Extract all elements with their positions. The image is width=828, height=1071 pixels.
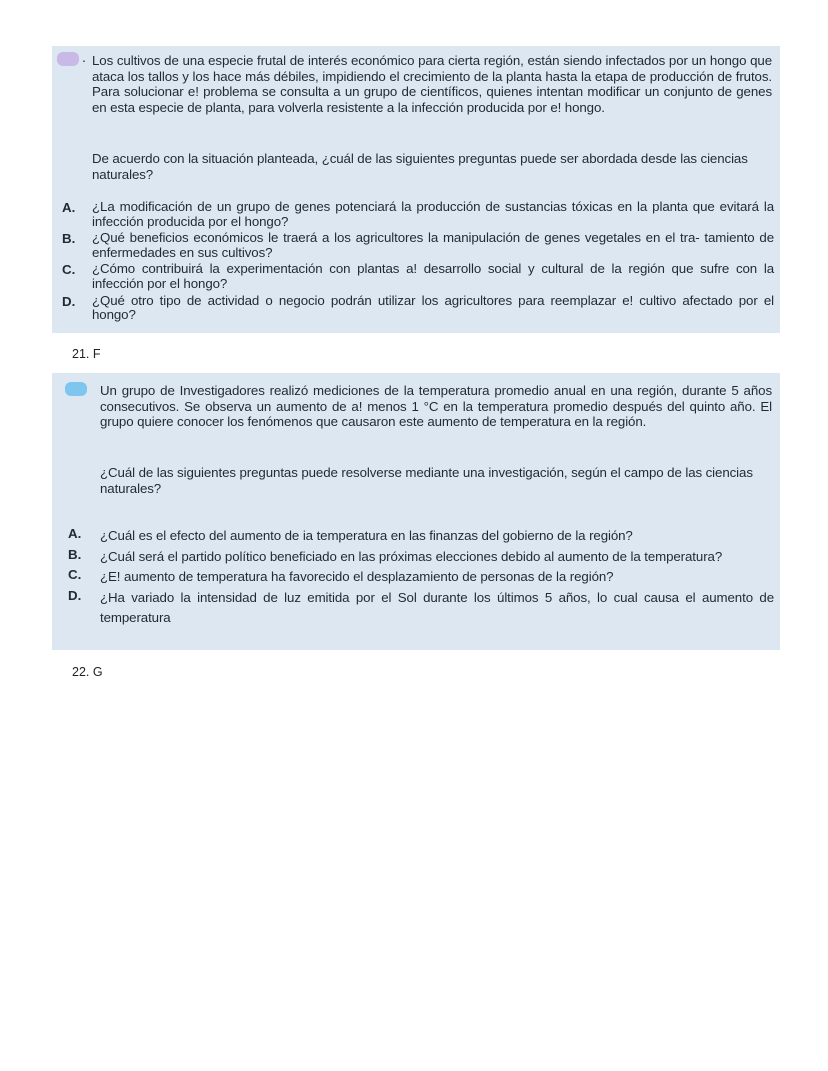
question-context: Los cultivos de una especie frutal de interés económico para cierta región, están siendo infectados por un hongo que ataca los tallos y los hace más débiles, impidiendo el crecimiento de la planta hasta la etapa de producción de frutos. Para solucionar e! problema se consulta a un grupo de científicos, quienes intentan modificar un conjunto de genes en esta especie de planta, para volverla resistente a la infección producida por e! hongo. bbox=[92, 53, 772, 115]
option-c[interactable] bbox=[68, 567, 774, 588]
option-letter: B. bbox=[68, 546, 82, 562]
option-text: ¿Cómo contribuirá la experimentación con plantas a! desarrollo social y cultural de la región que sufre con la infección por el hongo? bbox=[92, 261, 774, 291]
option-text: ¿Qué otro tipo de actividad o negocio podrán utilizar los agricultores para reemplazar e! cultivo afectado por el hongo? bbox=[92, 292, 774, 323]
option-text: ¿La modificación de un grupo de genes potenciará la producción de sustancias tóxicas en la planta que evitará la infección producida por el hongo? bbox=[92, 199, 774, 229]
option-text: ¿E! aumento de temperatura ha favorecido el desplazamiento de personas de la región? bbox=[100, 569, 614, 584]
question-block-1 bbox=[52, 46, 780, 333]
question-block-2 bbox=[52, 373, 780, 650]
highlight-marker bbox=[57, 52, 79, 66]
question-prompt: ¿Cuál de las siguientes preguntas puede resolverse mediante una investigación, según el campo de las ciencias naturales? bbox=[100, 465, 753, 496]
option-letter: B. bbox=[62, 231, 76, 247]
option-d[interactable] bbox=[62, 294, 774, 323]
option-letter: C. bbox=[62, 262, 76, 278]
option-letter: D. bbox=[68, 587, 82, 603]
question-prompt: De acuerdo con la situación planteada, ¿cuál de las siguientes preguntas puede ser abordada desde las ciencias naturales? bbox=[92, 151, 748, 182]
option-a[interactable] bbox=[62, 200, 774, 229]
option-c[interactable] bbox=[62, 262, 774, 291]
option-text: ¿Ha variado la intensidad de luz emitida por el Sol durante los últimos 5 años, lo cual causa el aumento de temperatura bbox=[100, 589, 774, 625]
option-text: ¿Cuál será el partido político beneficiado en las próximas elecciones debido al aumento de la temperatura? bbox=[100, 548, 723, 564]
highlight-marker bbox=[65, 382, 87, 396]
option-letter: A. bbox=[62, 200, 76, 215]
option-b[interactable] bbox=[62, 231, 774, 260]
answer-options bbox=[62, 200, 774, 325]
option-letter: C. bbox=[68, 567, 82, 582]
option-text: ¿Cuál es el efecto del aumento de ia temperatura en las finanzas del gobierno de la región? bbox=[100, 528, 633, 543]
option-b[interactable] bbox=[68, 547, 774, 568]
question-number-marker: . bbox=[82, 49, 86, 65]
option-text: ¿Qué beneficios económicos le traerá a los agricultores la manipulación de genes vegetales en el tra- tamiento de enfermedades en sus cultivos? bbox=[92, 230, 774, 260]
option-letter: D. bbox=[62, 293, 76, 309]
option-d[interactable] bbox=[68, 588, 774, 629]
answer-options bbox=[68, 526, 774, 629]
option-letter: A. bbox=[68, 526, 82, 541]
answer-label-22: 22. G bbox=[72, 665, 103, 679]
option-a[interactable] bbox=[68, 526, 774, 547]
answer-label-21: 21. F bbox=[72, 347, 101, 361]
question-context: Un grupo de Investigadores realizó mediciones de la temperatura promedio anual en una región, durante 5 años consecutivos. Se observa un aumento de a! menos 1 °C en la temperatura promedio después del quinto año. El grupo quiere conocer los fenómenos que causaron este aumento de temperatura en la región. bbox=[100, 383, 772, 430]
